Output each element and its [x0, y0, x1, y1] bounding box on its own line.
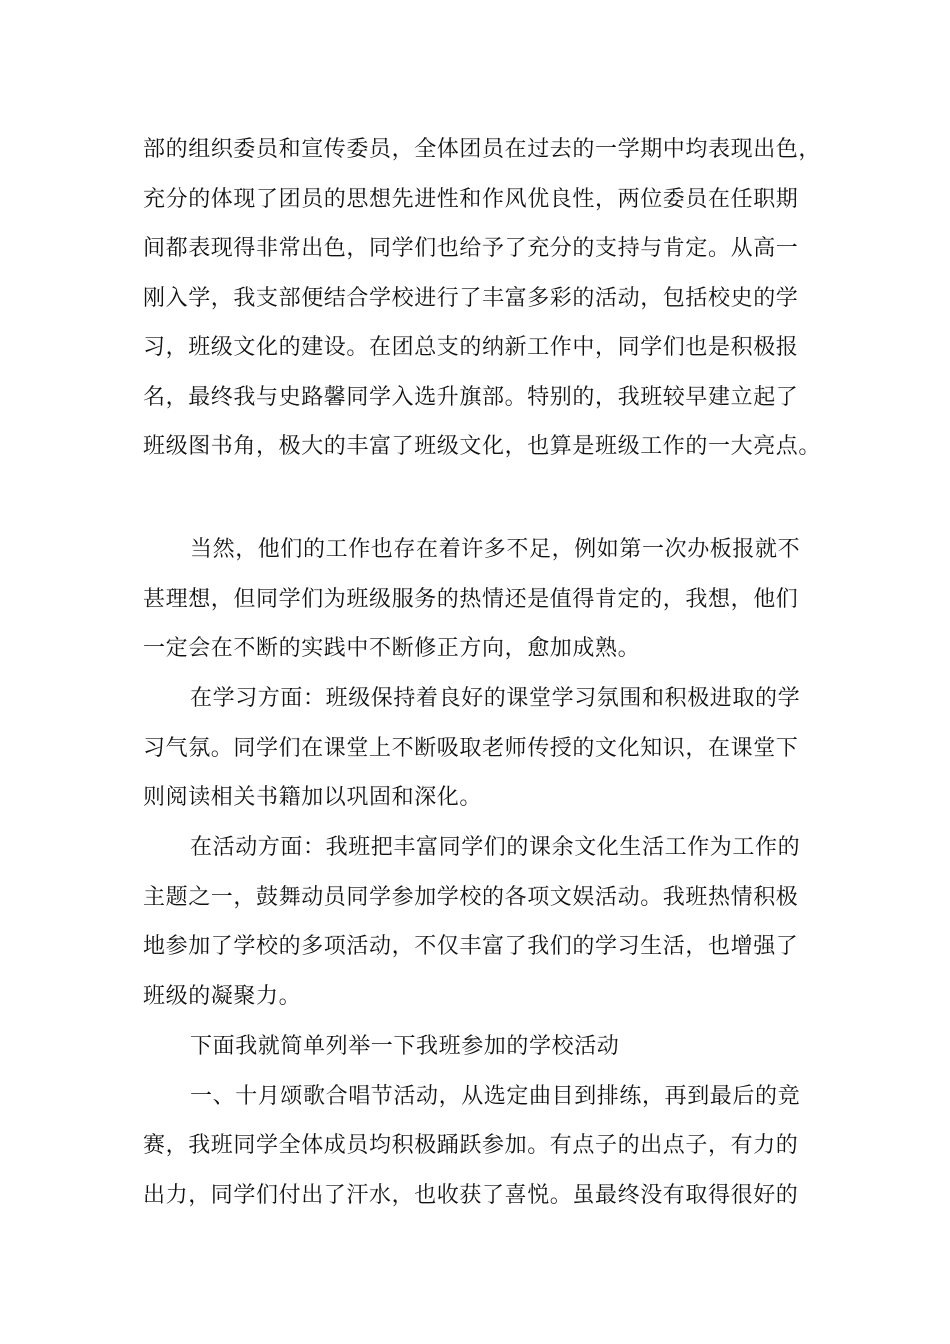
text-line: 甚理想，但同学们为班级服务的热情还是值得肯定的，我想，他们 — [143, 587, 799, 612]
text-line: 名，最终我与史路馨同学入选升旗部。特别的，我班较早建立起了 — [143, 385, 799, 410]
text-line: 则阅读相关书籍加以巩固和深化。 — [143, 785, 483, 810]
text-line: 当然，他们的工作也存在着许多不足，例如第一次办板报就不 — [190, 537, 801, 562]
text-line: 部的组织委员和宣传委员，全体团员在过去的一学期中均表现出色， — [143, 137, 822, 162]
text-line: 习，班级文化的建设。在团总支的纳新工作中，同学们也是积极报 — [143, 335, 799, 360]
text-line: 班级的凝聚力。 — [143, 984, 302, 1009]
text-line: 一定会在不断的实践中不断修正方向，愈加成熟。 — [143, 636, 641, 661]
text-line: 出力，同学们付出了汗水，也收获了喜悦。虽最终没有取得很好的 — [143, 1183, 799, 1208]
text-line: 下面我就简单列举一下我班参加的学校活动 — [190, 1034, 620, 1059]
text-line: 赛，我班同学全体成员均积极踊跃参加。有点子的出点子，有力的 — [143, 1133, 799, 1158]
text-line: 间都表现得非常出色，同学们也给予了充分的支持与肯定。从高一 — [143, 236, 799, 261]
text-line: 一、十月颂歌合唱节活动，从选定曲目到排练，再到最后的竞 — [190, 1084, 801, 1109]
text-line: 在学习方面：班级保持着良好的课堂学习氛围和积极进取的学 — [190, 686, 801, 711]
text-line: 主题之一，鼓舞动员同学参加学校的各项文娱活动。我班热情积极 — [143, 885, 799, 910]
text-line: 充分的体现了团员的思想先进性和作风优良性，两位委员在任职期 — [143, 187, 799, 212]
text-line: 地参加了学校的多项活动，不仅丰富了我们的学习生活，也增强了 — [143, 934, 799, 959]
text-line: 习气氛。同学们在课堂上不断吸取老师传授的文化知识，在课堂下 — [143, 736, 799, 761]
text-line: 在活动方面：我班把丰富同学们的课余文化生活工作为工作的 — [190, 835, 801, 860]
text-line: 刚入学，我支部便结合学校进行了丰富多彩的活动，包括校史的学 — [143, 286, 799, 311]
text-line: 班级图书角，极大的丰富了班级文化，也算是班级工作的一大亮点。 — [143, 434, 822, 459]
